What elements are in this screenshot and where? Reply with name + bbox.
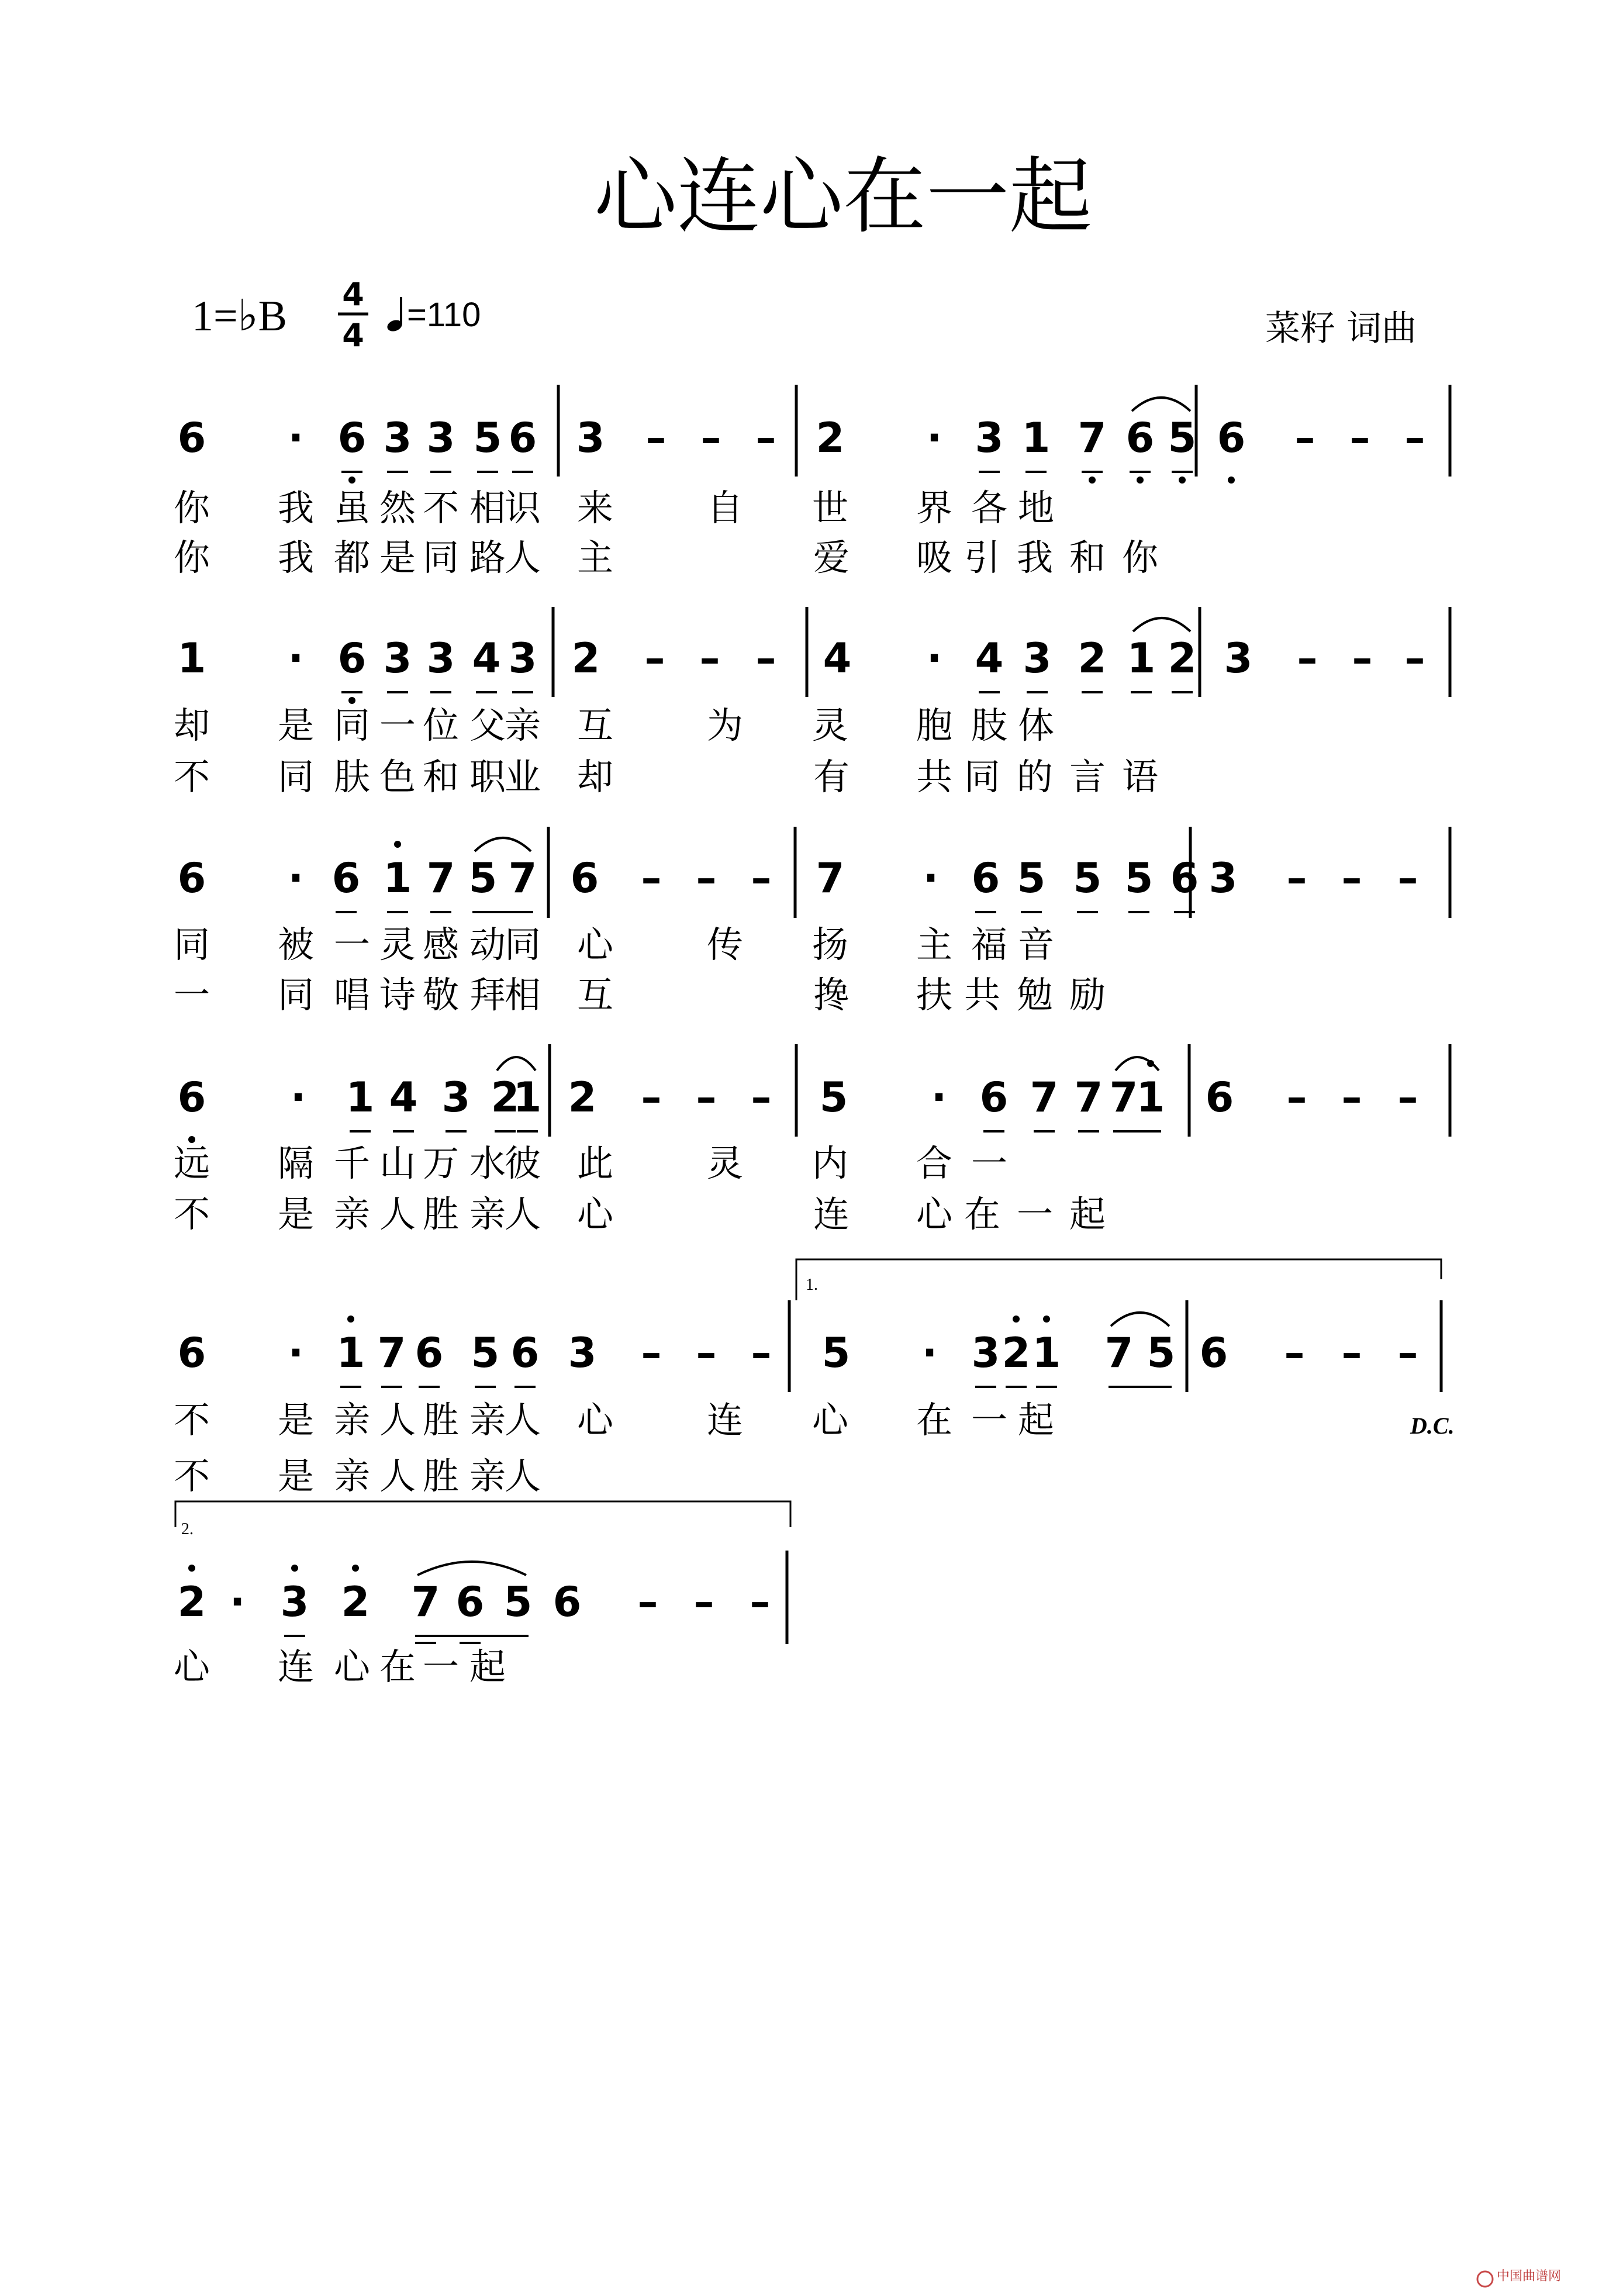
lyric-char: 言 (1069, 755, 1106, 798)
lyric-char: 山 (379, 1142, 416, 1185)
octave-down-dot (1228, 477, 1235, 484)
lyric-char: 同 (173, 923, 210, 966)
lyric-char: 你 (173, 536, 210, 579)
lyric-char: 同 (422, 536, 460, 579)
note: 7 (1074, 1073, 1103, 1121)
lyric-char: 被 (277, 923, 315, 966)
octave-down-dot (1137, 477, 1144, 484)
lyric-char: 隔 (277, 1142, 315, 1185)
note: 2 (568, 1073, 597, 1121)
extension-dash: – (1297, 634, 1318, 682)
extension-dash: – (637, 1578, 658, 1626)
lyric-char: 搀 (813, 973, 850, 1016)
note: 6 (177, 1329, 206, 1377)
note: 2 (816, 414, 845, 462)
tempo-marking: =110 (407, 296, 481, 334)
lyric-char: 心 (576, 1193, 614, 1235)
lyric-char: 是 (277, 1399, 315, 1441)
lyric-char: 主 (576, 536, 614, 579)
lyric-char: 心 (811, 1399, 849, 1441)
note: 3 (1224, 634, 1253, 682)
lyric-char: 路 (469, 536, 506, 579)
lyric-char: 肢 (971, 704, 1008, 747)
note: 2 (177, 1578, 206, 1626)
extension-dash: – (644, 634, 665, 682)
note: 4 (472, 634, 501, 682)
score-system (174, 1551, 787, 1688)
note: 3 (568, 1329, 597, 1377)
score-system (174, 385, 1450, 579)
note: 3 (508, 634, 537, 682)
octave-down-dot (1089, 477, 1096, 484)
lyric-char: 心 (576, 923, 614, 966)
note: 6 (1205, 1073, 1234, 1121)
note: 6 (455, 1578, 485, 1626)
note: 6 (1170, 854, 1199, 902)
note: 7 (1030, 1073, 1059, 1121)
lyric-char: 一 (971, 1399, 1008, 1441)
score-system (174, 827, 1450, 1016)
duration-dot: · (288, 634, 304, 682)
lyric-char: 亲 (504, 704, 541, 747)
duration-dot: · (921, 1329, 938, 1377)
note: 4 (975, 634, 1004, 682)
lyric-char: 同 (964, 755, 1001, 798)
lyric-char: 心 (173, 1645, 210, 1688)
lyric-char: 传 (706, 923, 744, 966)
lyric-char: 同 (333, 704, 371, 747)
site-watermark (1477, 2269, 1561, 2287)
lyric-char: 我 (1016, 536, 1054, 579)
lyric-char: 不 (422, 486, 460, 529)
note: 7 (426, 854, 455, 902)
lyric-char: 连 (277, 1645, 315, 1688)
lyric-char: 的 (1016, 755, 1054, 798)
volta-1-label: 1. (806, 1276, 818, 1294)
lyric-char: 勉 (1016, 973, 1054, 1016)
author-credit: 菜籽 词曲 (1265, 308, 1417, 349)
note: 7 (1078, 414, 1107, 462)
extension-dash: – (1294, 414, 1315, 462)
note: 1 (177, 634, 206, 682)
lyric-char: 相 (504, 973, 541, 1016)
lyric-char: 是 (277, 1193, 315, 1235)
note: 5 (1147, 1329, 1176, 1377)
lyric-char: 共 (964, 973, 1001, 1016)
svg-text:中国曲谱网: 中国曲谱网 (1497, 2269, 1562, 2284)
lyric-char: 敬 (422, 973, 460, 1016)
extension-dash: – (641, 1329, 662, 1377)
octave-up-dot (1043, 1316, 1050, 1323)
page-title: 心连心在一起 (594, 149, 1092, 245)
note: 6 (177, 414, 206, 462)
lyric-char: 相 (469, 486, 506, 529)
duration-dot: · (288, 1329, 304, 1377)
lyric-char: 我 (277, 486, 315, 529)
lyric-char: 不 (173, 755, 210, 798)
lyric-char: 起 (1017, 1399, 1055, 1441)
lyric-char: 肤 (333, 755, 371, 798)
octave-up-dot (347, 1316, 354, 1323)
extension-dash: – (696, 1073, 717, 1121)
extension-dash: – (693, 1578, 714, 1626)
lyric-char: 共 (916, 755, 953, 798)
volta-2-label: 2. (181, 1520, 194, 1538)
lyric-char: 人 (504, 1193, 541, 1235)
lyric-char: 心 (916, 1193, 953, 1235)
lyric-char: 此 (576, 1142, 614, 1185)
duration-dot: · (926, 634, 942, 682)
note: 5 (1124, 854, 1154, 902)
extension-dash: – (1349, 414, 1370, 462)
lyric-char: 福 (971, 923, 1008, 966)
note: 6 (570, 854, 599, 902)
note: 7 (1104, 1329, 1134, 1377)
lyric-char: 人 (504, 536, 541, 579)
extension-dash: – (751, 1329, 772, 1377)
lyric-char: 自 (706, 486, 744, 529)
lyric-char: 互 (576, 973, 614, 1016)
note: 1 (513, 1073, 542, 1121)
note: 6 (1199, 1329, 1228, 1377)
lyric-char: 彼 (504, 1142, 541, 1185)
lyric-char: 一 (173, 973, 210, 1016)
lyric-char: 在 (964, 1193, 1001, 1235)
note: 1 (336, 1329, 365, 1377)
duration-dot: · (290, 1073, 306, 1121)
lyric-char: 胜 (422, 1455, 460, 1497)
slur (475, 838, 531, 851)
note: 3 (383, 634, 412, 682)
note: 7 (411, 1578, 440, 1626)
lyric-char: 你 (173, 486, 210, 529)
note: 7 (816, 854, 845, 902)
duration-dot: · (923, 854, 939, 902)
note: 4 (823, 634, 852, 682)
octave-up-dot (352, 1565, 359, 1572)
note: 7 (1109, 1073, 1138, 1121)
lyric-char: 合 (916, 1142, 953, 1185)
lyric-char: 位 (422, 704, 460, 747)
extension-dash: – (1397, 1073, 1418, 1121)
lyric-char: 亲 (333, 1193, 371, 1235)
slur (1116, 1057, 1159, 1071)
extension-dash: – (1404, 634, 1425, 682)
lyric-char: 主 (916, 923, 953, 966)
note: 5 (1073, 854, 1102, 902)
note: 5 (473, 414, 502, 462)
note: 6 (971, 854, 1000, 902)
lyric-char: 业 (504, 755, 541, 798)
extension-dash: – (1284, 1329, 1305, 1377)
extension-dash: – (755, 634, 776, 682)
dc-marking: D.C. (1410, 1413, 1455, 1439)
lyric-char: 人 (504, 1399, 541, 1441)
note: 1 (1021, 414, 1051, 462)
slur (497, 1057, 536, 1071)
lyric-char: 扶 (916, 973, 953, 1016)
lyric-char: 人 (379, 1399, 416, 1441)
note: 6 (337, 634, 367, 682)
note: 3 (280, 1578, 309, 1626)
lyric-char: 亲 (469, 1193, 506, 1235)
lyric-char: 人 (379, 1455, 416, 1497)
note: 6 (177, 854, 206, 902)
extension-dash: – (1341, 1073, 1362, 1121)
lyric-char: 一 (379, 704, 416, 747)
lyric-char: 各 (971, 486, 1008, 529)
extension-dash: – (641, 854, 662, 902)
lyric-char: 都 (333, 536, 371, 579)
lyric-char: 体 (1017, 704, 1055, 747)
lyric-char: 语 (1121, 755, 1159, 798)
extension-dash: – (1397, 854, 1418, 902)
lyric-char: 诗 (379, 973, 416, 1016)
note: 6 (508, 414, 537, 462)
slur (1111, 1313, 1169, 1326)
lyric-char: 胜 (422, 1399, 460, 1441)
extension-dash: – (751, 1073, 772, 1121)
lyric-char: 起 (1069, 1193, 1106, 1235)
note: 1 (383, 854, 412, 902)
note: 4 (389, 1073, 418, 1121)
note: 5 (1168, 414, 1197, 462)
extension-dash: – (1286, 854, 1307, 902)
extension-dash: – (1352, 634, 1373, 682)
lyric-char: 亲 (469, 1455, 506, 1497)
note: 5 (819, 1073, 848, 1121)
lyric-char: 不 (173, 1455, 210, 1497)
duration-dot: · (229, 1578, 246, 1626)
lyric-char: 人 (504, 1455, 541, 1497)
note: 1 (346, 1073, 375, 1121)
duration-dot: · (288, 414, 304, 462)
note: 3 (1023, 634, 1052, 682)
note: 1 (1136, 1073, 1165, 1121)
note: 5 (468, 854, 498, 902)
lyric-char: 音 (1017, 923, 1055, 966)
lyric-char: 动 (469, 923, 506, 966)
lyric-char: 和 (1069, 536, 1106, 579)
extension-dash: – (1341, 1329, 1362, 1377)
lyric-char: 灵 (811, 704, 849, 747)
note: 2 (571, 634, 600, 682)
extension-dash: – (1404, 414, 1425, 462)
note: 3 (576, 414, 605, 462)
octave-up-dot (1013, 1316, 1020, 1323)
lyric-char: 拜 (469, 973, 506, 1016)
lyric-char: 爱 (813, 536, 850, 579)
note: 5 (471, 1329, 500, 1377)
extension-dash: – (751, 854, 772, 902)
score-system (174, 607, 1450, 798)
note: 3 (971, 1329, 1000, 1377)
extension-dash: – (696, 1329, 717, 1377)
note: 6 (337, 414, 367, 462)
score-system (174, 1300, 1441, 1497)
lyric-char: 同 (277, 973, 315, 1016)
note: 3 (426, 634, 455, 682)
extension-dash: – (641, 1073, 662, 1121)
octave-up-dot (394, 841, 401, 848)
octave-down-dot (348, 477, 355, 484)
note: 3 (1208, 854, 1238, 902)
lyric-char: 万 (422, 1142, 460, 1185)
lyric-char: 一 (333, 923, 371, 966)
lyric-char: 一 (1016, 1193, 1054, 1235)
lyric-char: 亲 (333, 1455, 371, 1497)
lyric-char: 世 (811, 486, 849, 529)
slur (1132, 398, 1190, 411)
volta-1-bracket (796, 1259, 1441, 1300)
lyric-char: 同 (277, 755, 315, 798)
extension-dash: – (696, 854, 717, 902)
note: 6 (552, 1578, 582, 1626)
extension-dash: – (1341, 854, 1362, 902)
lyric-char: 在 (916, 1399, 953, 1441)
lyric-char: 胞 (916, 704, 953, 747)
quarter-note-icon (386, 297, 404, 333)
lyric-char: 唱 (333, 973, 371, 1016)
lyric-char: 不 (173, 1399, 210, 1441)
lyric-char: 一 (422, 1645, 460, 1688)
note: 1 (1032, 1329, 1061, 1377)
note: 6 (331, 854, 361, 902)
lyric-char: 虽 (333, 486, 371, 529)
note: 6 (1125, 414, 1155, 462)
note: 5 (503, 1578, 533, 1626)
extension-dash: – (1397, 1329, 1418, 1377)
lyric-char: 引 (964, 536, 1001, 579)
lyric-char: 色 (379, 755, 416, 798)
note: 1 (1127, 634, 1156, 682)
lyric-char: 界 (916, 486, 953, 529)
lyric-char: 为 (706, 704, 744, 747)
note: 5 (1017, 854, 1046, 902)
lyric-char: 千 (333, 1142, 371, 1185)
time-signature-top: 4 (342, 276, 364, 313)
lyric-char: 却 (173, 704, 210, 747)
note: 6 (979, 1073, 1009, 1121)
lyric-char: 一 (971, 1142, 1008, 1185)
lyric-char: 心 (333, 1645, 371, 1688)
lyric-char: 职 (469, 755, 506, 798)
lyric-char: 你 (1121, 536, 1159, 579)
lyric-char: 扬 (811, 923, 849, 966)
note: 3 (426, 414, 455, 462)
lyric-char: 灵 (706, 1142, 744, 1185)
extension-dash: – (755, 414, 776, 462)
octave-down-dot (1179, 477, 1186, 484)
octave-down-dot (348, 697, 355, 704)
lyric-char: 亲 (333, 1399, 371, 1441)
lyric-char: 是 (277, 704, 315, 747)
slur (417, 1562, 526, 1575)
note: 3 (383, 414, 412, 462)
lyric-char: 不 (173, 1193, 210, 1235)
octave-up-dot (291, 1565, 298, 1572)
lyric-char: 识 (504, 486, 541, 529)
octave-up-dot (188, 1565, 195, 1572)
lyric-char: 灵 (379, 923, 416, 966)
lyric-char: 起 (469, 1645, 506, 1688)
note: 7 (508, 854, 537, 902)
lyric-char: 内 (811, 1142, 849, 1185)
note: 3 (975, 414, 1004, 462)
lyric-char: 是 (277, 1455, 315, 1497)
slur (1133, 618, 1190, 631)
lyric-char: 水 (469, 1142, 506, 1185)
score-system (174, 1044, 1450, 1235)
note: 2 (1168, 634, 1197, 682)
extension-dash: – (699, 634, 720, 682)
lyric-char: 感 (422, 923, 460, 966)
note: 7 (377, 1329, 406, 1377)
note: 6 (415, 1329, 444, 1377)
note: 2 (1078, 634, 1107, 682)
note: 5 (821, 1329, 851, 1377)
key-signature: 1=♭B (192, 292, 287, 340)
note: 2 (341, 1578, 370, 1626)
lyric-char: 远 (173, 1142, 210, 1185)
lyric-char: 连 (813, 1193, 850, 1235)
lyric-char: 亲 (469, 1399, 506, 1441)
note: 6 (1217, 414, 1246, 462)
lyric-char: 连 (706, 1399, 744, 1441)
time-signature-bottom: 4 (342, 317, 364, 354)
lyric-char: 是 (379, 536, 416, 579)
lyric-char: 父 (469, 704, 506, 747)
lyric-char: 胜 (422, 1193, 460, 1235)
lyric-char: 却 (576, 755, 614, 798)
lyric-char: 心 (576, 1399, 614, 1441)
extension-dash: – (700, 414, 721, 462)
volta-2-bracket (175, 1501, 790, 1527)
lyric-char: 我 (277, 536, 315, 579)
lyric-char: 互 (576, 704, 614, 747)
lyric-char: 人 (379, 1193, 416, 1235)
duration-dot: · (926, 414, 942, 462)
extension-dash: – (645, 414, 667, 462)
note: 2 (491, 1073, 520, 1121)
duration-dot: · (931, 1073, 947, 1121)
note: 6 (510, 1329, 540, 1377)
lyric-char: 有 (813, 755, 850, 798)
duration-dot: · (288, 854, 304, 902)
note: 3 (441, 1073, 471, 1121)
lyric-char: 和 (422, 755, 460, 798)
lyric-char: 然 (379, 486, 416, 529)
lyric-char: 吸 (916, 536, 953, 579)
extension-dash: – (750, 1578, 771, 1626)
lyric-char: 地 (1017, 486, 1055, 529)
lyric-char: 励 (1069, 973, 1106, 1016)
note: 6 (177, 1073, 206, 1121)
lyric-char: 来 (576, 486, 614, 529)
lyric-char: 同 (504, 923, 541, 966)
note: 2 (1002, 1329, 1031, 1377)
extension-dash: – (1286, 1073, 1307, 1121)
lyric-char: 在 (379, 1645, 416, 1688)
